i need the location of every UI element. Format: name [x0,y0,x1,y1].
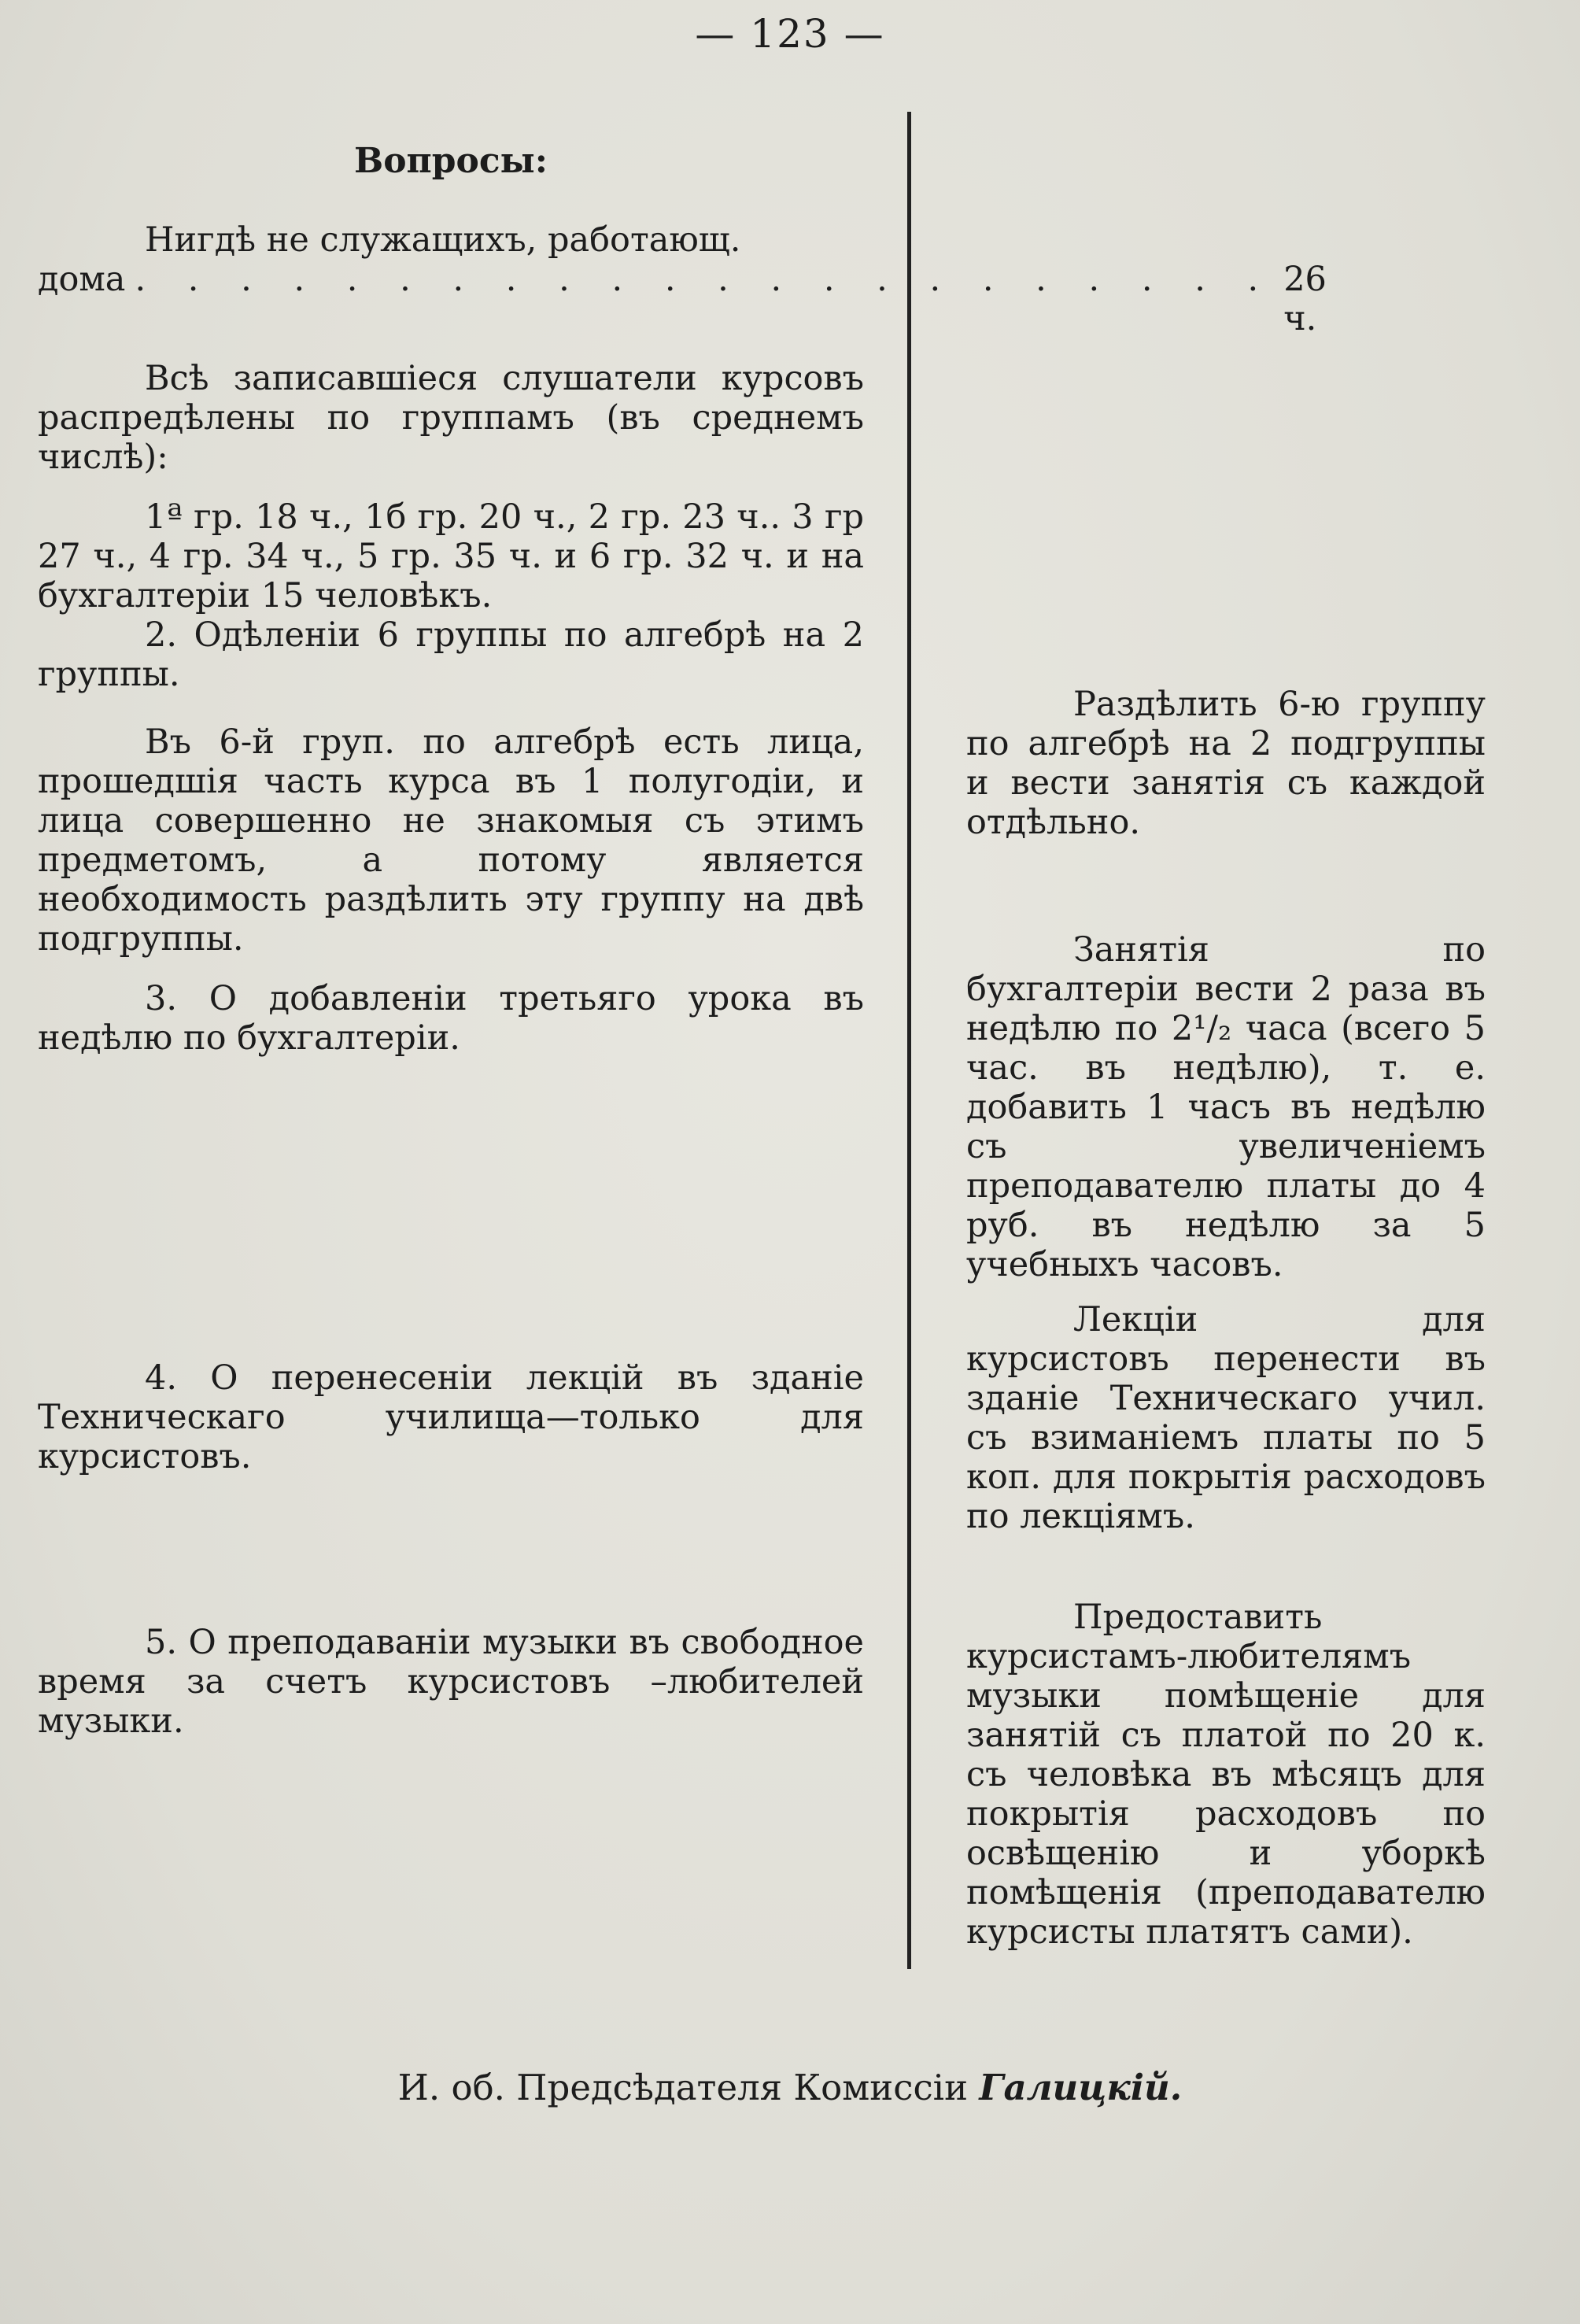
signature-name: Галицкій. [979,2067,1183,2108]
questions-heading: Вопросы: [354,141,548,181]
signature-prefix: И. об. Предсѣдателя Комиссіи [397,2067,969,2108]
answer-5: Предоставить курсистамъ-любителямъ музыки помѣщеніе для занятій съ платой по 20 к. съ человѣка въ мѣсяцъ для покрытія расходовъ по освѣщенію и уборкѣ помѣщенія (преподавателю курсисты платятъ сами). [966,1598,1486,1952]
answer-4: Лекціи для курсистовъ перенести въ зданіе Техническаго учил. съ взиманіемъ платы по 5 коп. для покрытія расходовъ по лекціямъ. [966,1300,1486,1536]
answer-3: Занятія по бухгалтеріи вести 2 раза въ недѣлю по 2¹/₂ часа (всего 5 час. въ недѣлю), т. е. добавить 1 часъ въ недѣлю съ увеличеніемъ преподавателю платы до 4 руб. въ недѣлю за 5 учебныхъ часовъ. [966,930,1486,1284]
para-distribution: Всѣ записавшіеся слушатели курсовъ распредѣлены по группамъ (въ среднемъ числѣ): [38,359,864,477]
question-2-note: Въ 6-й груп. по алгебрѣ есть лица, прошедшія часть курса въ 1 полугодіи, и лица совершенно не знакомыя съ этимъ предметомъ, а потому является необходимость раздѣлить эту группу на двѣ подгруппы. [38,722,864,959]
home-count: 26 ч. [1283,260,1327,338]
question-2: 2. Одѣленіи 6 группы по алгебрѣ на 2 группы. [38,615,864,694]
signature [0,2067,1580,2108]
para-home-line [38,260,1327,338]
question-3: 3. О добавленіи третьяго урока въ недѣлю по бухгалтеріи. [38,979,864,1058]
column-divider [907,112,911,1969]
dot-leader: . . . . . . . . . . . . . . . . . . . . . . [135,260,1275,299]
home-label: дома [38,260,126,299]
para-not-employed: Нигдѣ не служащихъ, работающ. [145,220,741,260]
question-5: 5. О преподаваніи музыки въ свободное время за счетъ курсистовъ –любителей музыки. [38,1623,864,1741]
para-groups: 1ª гр. 18 ч., 1б гр. 20 ч., 2 гр. 23 ч.. 3 гр 27 ч., 4 гр. 34 ч., 5 гр. 35 ч. и 6 гр. 32 ч. и на бухгалтеріи 15 человѣкъ. [38,497,864,615]
question-4: 4. О перенесеніи лекцій въ зданіе Техническаго училища—только для курсистовъ. [38,1358,864,1476]
page-number: — 123 — [695,11,885,57]
answer-2: Раздѣлить 6-ю группу по алгебрѣ на 2 подгруппы и вести занятія съ каждой отдѣльно. [966,685,1486,842]
